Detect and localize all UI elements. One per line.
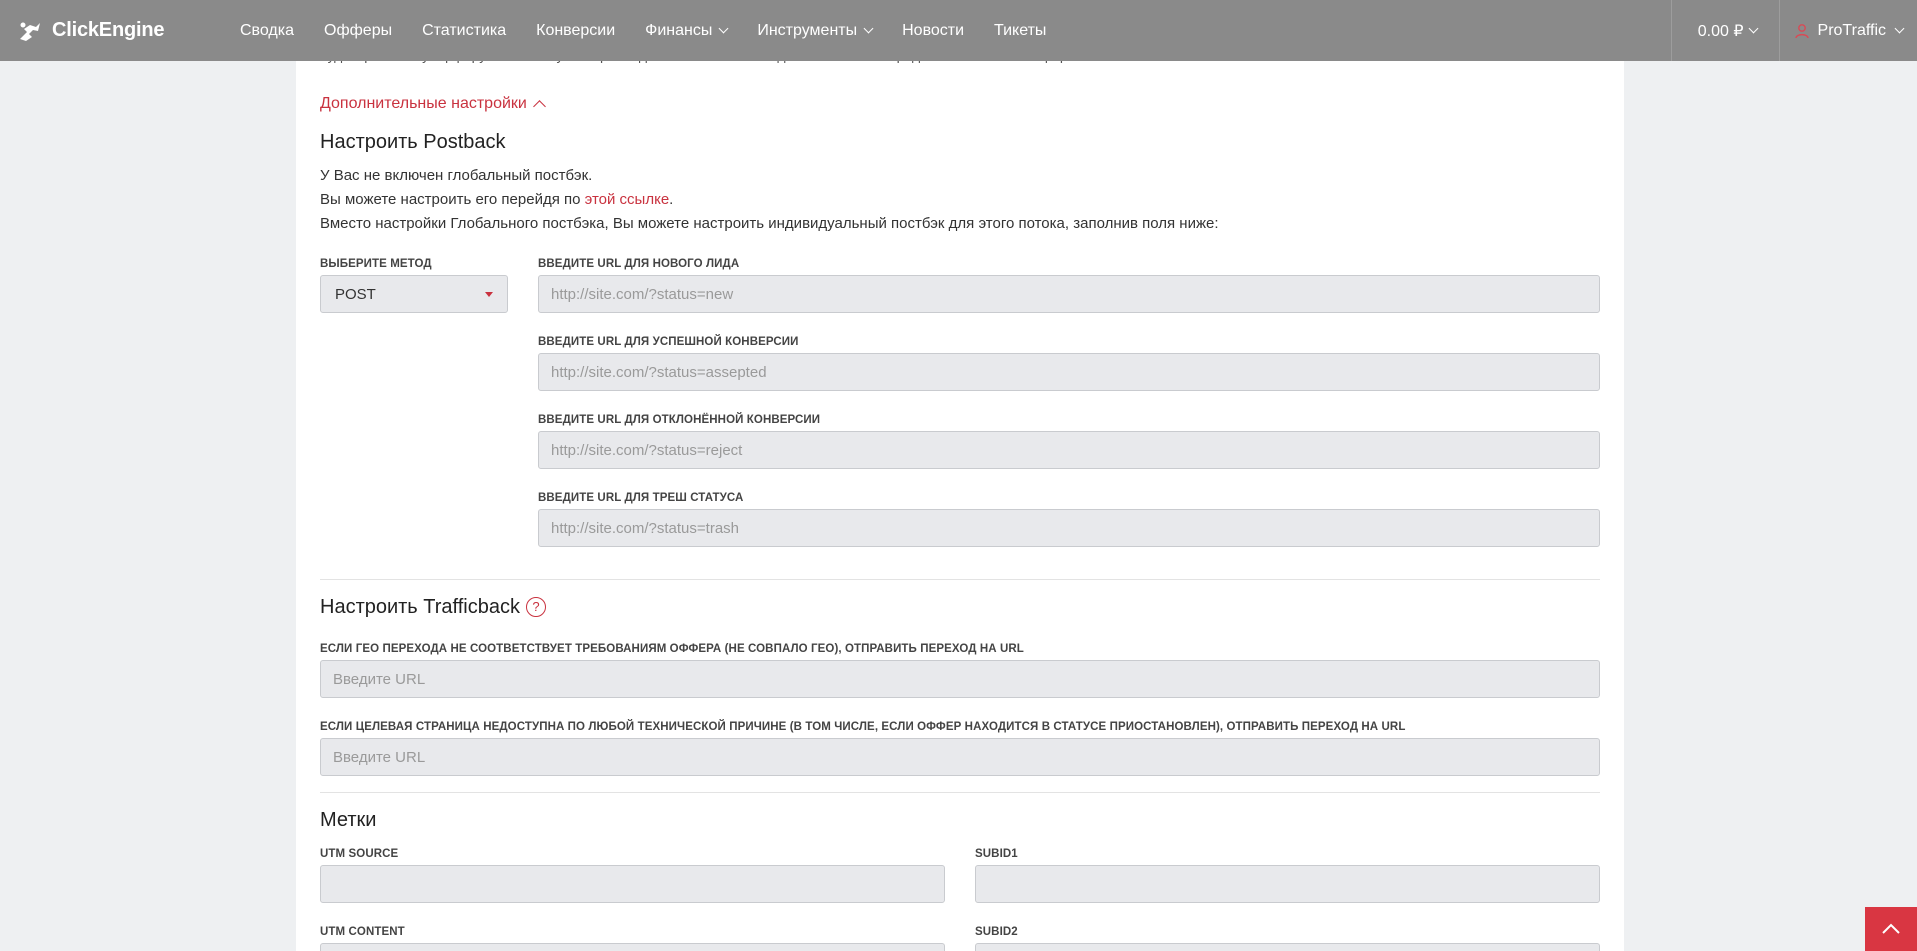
- method-value: POST: [335, 285, 376, 303]
- scroll-top-button[interactable]: [1865, 907, 1917, 951]
- clickengine-logo-icon: [16, 17, 44, 45]
- nav-item-statistics[interactable]: [422, 22, 506, 40]
- url-trash-label: ВВЕДИТЕ URL ДЛЯ ТРЕШ СТАТУСА: [538, 492, 744, 504]
- utm-content-label: UTM CONTENT: [320, 926, 405, 938]
- url-new-label: ВВЕДИТЕ URL ДЛЯ НОВОГО ЛИДА: [538, 258, 740, 270]
- subid2-label: SUBID2: [975, 926, 1018, 938]
- nav-item-news[interactable]: [902, 22, 964, 40]
- utm-source-label: UTM SOURCE: [320, 848, 399, 860]
- postback-info-line3: Вместо настройки Глобального постбэка, Вы можете настроить индивидуальный постбэк для этого потока, заполнив поля ниже:: [320, 215, 1219, 232]
- postback-info-line2: [320, 191, 673, 208]
- nav-label: Статистика: [422, 21, 507, 39]
- balance-value: 0.00 ₽: [1697, 22, 1744, 40]
- nav-item-conversions[interactable]: [536, 22, 615, 40]
- user-name: ProTraffic: [1817, 21, 1886, 39]
- nav-item-tools[interactable]: [757, 22, 872, 40]
- nav-label: Финансы: [645, 21, 713, 39]
- divider: [320, 579, 1600, 580]
- subid1-input[interactable]: [975, 865, 1600, 903]
- nav-label: Конверсии: [536, 21, 616, 39]
- postback-title: Настроить Postback: [320, 131, 506, 153]
- method-select[interactable]: [320, 275, 508, 313]
- url-reject-label: ВВЕДИТЕ URL ДЛЯ ОТКЛОНЁННОЙ КОНВЕРСИИ: [538, 414, 821, 426]
- main-nav: [240, 22, 1076, 40]
- nav-label: Тикеты: [994, 21, 1047, 39]
- postback-info-text: Вы можете настроить его перейдя по: [320, 191, 585, 208]
- divider: [320, 792, 1600, 793]
- top-navbar: [0, 0, 1917, 61]
- advanced-settings-label: Дополнительные настройки: [320, 95, 527, 112]
- nav-label: Офферы: [324, 21, 393, 39]
- logo[interactable]: [16, 17, 216, 45]
- method-label: ВЫБЕРИТЕ МЕТОД: [320, 258, 432, 270]
- nav-label: Сводка: [240, 21, 295, 39]
- chevron-down-icon: [1895, 24, 1905, 34]
- geo-mismatch-url-input[interactable]: Введите URL: [320, 660, 1600, 698]
- logo-text: ClickEngine: [52, 19, 165, 41]
- url-new-input[interactable]: http://site.com/?status=new: [538, 275, 1600, 313]
- help-icon[interactable]: ?: [526, 597, 546, 617]
- subid1-label: SUBID1: [975, 848, 1018, 860]
- nav-label: Инструменты: [757, 21, 858, 39]
- nav-item-offers[interactable]: [324, 22, 392, 40]
- nav-item-finance[interactable]: [645, 22, 727, 40]
- global-postback-link[interactable]: этой ссылке: [584, 191, 670, 208]
- url-trash-input[interactable]: http://site.com/?status=trash: [538, 509, 1600, 547]
- url-success-input[interactable]: http://site.com/?status=assepted: [538, 353, 1600, 391]
- nav-item-dashboard[interactable]: [240, 22, 294, 40]
- postback-info-line1: У Вас не включен глобальный постбэк.: [320, 167, 593, 184]
- balance-dropdown[interactable]: [1671, 0, 1780, 61]
- postback-info-suffix: .: [669, 191, 674, 208]
- tags-title: Метки: [320, 809, 377, 831]
- advanced-settings-toggle[interactable]: [320, 95, 544, 113]
- chevron-down-icon: [719, 24, 729, 34]
- stream-settings-card: [296, 0, 1624, 951]
- geo-mismatch-label: ЕСЛИ ГЕО ПЕРЕХОДА НЕ СООТВЕТСТВУЕТ ТРЕБОВАНИЯМ ОФФЕРА (НЕ СОВПАЛО ГЕО), ОТПРАВИТЬ ПЕРЕХОД НА URL: [320, 643, 1024, 655]
- trafficback-title: [320, 596, 546, 619]
- page-unavailable-url-input[interactable]: Введите URL: [320, 738, 1600, 776]
- user-menu[interactable]: [1780, 0, 1917, 61]
- nav-label: Новости: [902, 21, 965, 39]
- subid2-input[interactable]: [975, 943, 1600, 951]
- caret-down-icon: [485, 292, 493, 297]
- user-icon: [1794, 23, 1810, 39]
- nav-item-tickets[interactable]: [994, 22, 1046, 40]
- url-reject-input[interactable]: http://site.com/?status=reject: [538, 431, 1600, 469]
- url-success-label: ВВЕДИТЕ URL ДЛЯ УСПЕШНОЙ КОНВЕРСИИ: [538, 336, 799, 348]
- page-unavailable-label: ЕСЛИ ЦЕЛЕВАЯ СТРАНИЦА НЕДОСТУПНА ПО ЛЮБОЙ ТЕХНИЧЕСКОЙ ПРИЧИНЕ (В ТОМ ЧИСЛЕ, ЕСЛИ ОФФЕР НАХОДИТСЯ В СТАТУСЕ ПРИОСТАНОВЛЕН), ОТПРАВИТЬ ПЕРЕХОД НА URL: [320, 721, 1406, 733]
- chevron-up-icon: [533, 100, 546, 113]
- trafficback-title-text: Настроить Trafficback: [320, 596, 520, 618]
- chevron-up-icon: [1880, 918, 1902, 940]
- chevron-down-icon: [1748, 24, 1758, 34]
- utm-source-input[interactable]: [320, 865, 945, 903]
- chevron-down-icon: [864, 24, 874, 34]
- utm-content-input[interactable]: [320, 943, 945, 951]
